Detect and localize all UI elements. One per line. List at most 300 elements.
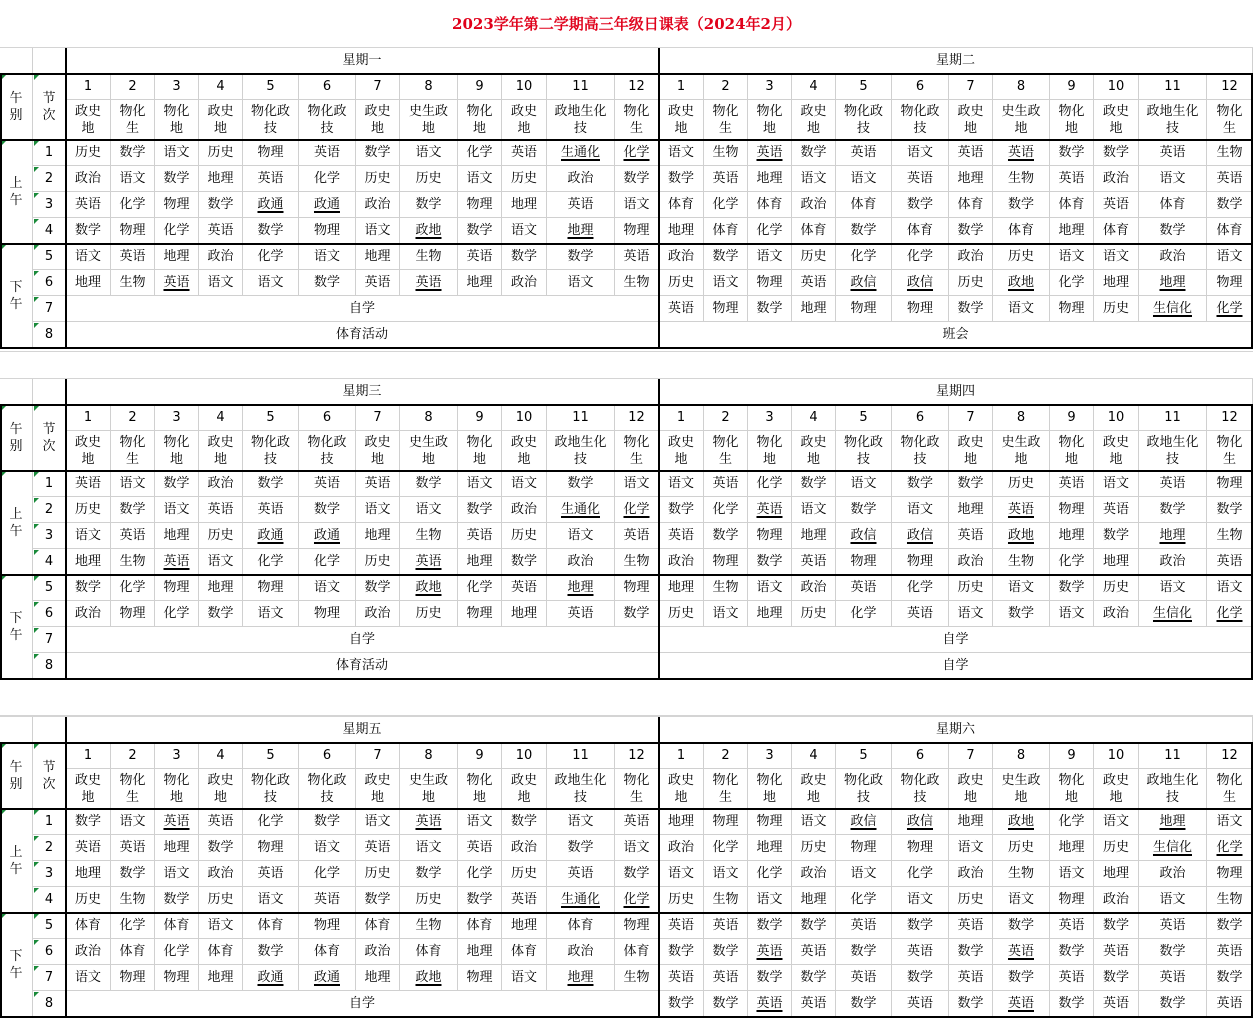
subject-cell: 英语 [243, 861, 299, 887]
subject-cell: 政治 [1139, 549, 1207, 575]
class-number: 5 [836, 74, 892, 100]
subject-cell: 历史 [659, 887, 704, 913]
subject-cell: 语文 [1094, 244, 1139, 270]
subject-cell: 政治 [199, 471, 243, 497]
underlined-subject: 英语 [163, 275, 190, 290]
subject-cell: 地理 [748, 166, 792, 192]
subject-cell: 历史 [792, 601, 836, 627]
subject-cell: 历史 [66, 497, 111, 523]
subject-cell: 数学 [458, 887, 502, 913]
subject-cell: 体育 [243, 913, 299, 939]
subject-cell: 历史 [502, 523, 547, 549]
subject-cell: 体育 [1050, 192, 1094, 218]
subject-cell: 英语 [356, 835, 400, 861]
subject-cell: 化学 [458, 140, 502, 166]
subject-cell: 历史 [66, 140, 111, 166]
subject-cell: 体育 [502, 939, 547, 965]
subject-cell: 地理 [792, 523, 836, 549]
subject-cell: 体育 [458, 913, 502, 939]
border-line [0, 574, 1253, 576]
empty-grid-row [0, 716, 1253, 717]
subject-cell: 历史 [356, 166, 400, 192]
subject-cell: 数学 [659, 166, 704, 192]
subject-cell: 语文 [66, 523, 111, 549]
class-group: 物化政 技 [299, 431, 356, 471]
subject-cell: 数学 [792, 913, 836, 939]
subject-cell: 数学 [1094, 965, 1139, 991]
class-number: 2 [111, 743, 155, 769]
subject-cell: 物理 [155, 575, 199, 601]
subject-cell: 语文 [111, 166, 155, 192]
class-group: 政地生化 技 [1139, 431, 1207, 471]
class-group: 政史 地 [1094, 431, 1139, 471]
subject-cell: 语文 [836, 471, 892, 497]
subject-cell: 语文 [615, 471, 659, 497]
subject-cell: 英语 [1094, 939, 1139, 965]
border-line [0, 243, 1253, 245]
class-number: 2 [111, 74, 155, 100]
period-number: 5 [33, 575, 66, 601]
subject-cell: 数学 [400, 471, 458, 497]
subject-cell: 体育 [155, 913, 199, 939]
underlined-subject: 化学 [1216, 840, 1243, 855]
subject-cell: 生物 [400, 244, 458, 270]
subject-cell: 数学 [111, 861, 155, 887]
subject-cell [547, 140, 615, 166]
subject-cell: 历史 [400, 601, 458, 627]
underlined-subject: 英语 [1007, 944, 1034, 959]
subject-cell: 语文 [949, 835, 993, 861]
class-number: 11 [547, 405, 615, 431]
subject-cell: 数学 [993, 965, 1050, 991]
day-name: 星期五 [66, 717, 659, 743]
class-number: 5 [243, 743, 299, 769]
subject-cell [1139, 270, 1207, 296]
class-group: 物化政 技 [299, 100, 356, 140]
class-number: 7 [356, 405, 400, 431]
class-group: 政史 地 [356, 100, 400, 140]
subject-cell: 数学 [199, 601, 243, 627]
period-number: 4 [33, 549, 66, 575]
subject-cell: 英语 [111, 523, 155, 549]
underlined-subject: 政信 [850, 814, 877, 829]
subject-cell [748, 991, 792, 1017]
subject-cell: 数学 [892, 965, 949, 991]
subject-cell: 化学 [748, 471, 792, 497]
subject-cell: 地理 [458, 270, 502, 296]
period-number: 1 [33, 809, 66, 835]
period-number: 6 [33, 270, 66, 296]
subject-cell: 数学 [949, 939, 993, 965]
merged-activity: 班会 [659, 322, 1253, 348]
subject-cell: 数学 [1207, 913, 1253, 939]
period-number: 4 [33, 887, 66, 913]
subject-cell: 英语 [792, 991, 836, 1017]
subject-cell: 历史 [199, 887, 243, 913]
class-number: 12 [1207, 74, 1253, 100]
subject-cell: 政治 [66, 166, 111, 192]
class-number: 3 [748, 74, 792, 100]
subject-cell: 生物 [400, 913, 458, 939]
underlined-subject: 英语 [163, 554, 190, 569]
subject-cell: 语文 [704, 270, 748, 296]
subject-cell: 数学 [993, 192, 1050, 218]
border-line [658, 48, 660, 348]
underlined-subject: 化学 [623, 145, 650, 160]
subject-cell: 语文 [502, 218, 547, 244]
underlined-subject: 化学 [1216, 606, 1243, 621]
class-number: 2 [704, 405, 748, 431]
subject-cell: 化学 [1050, 549, 1094, 575]
subject-cell: 地理 [458, 549, 502, 575]
subject-cell: 化学 [704, 192, 748, 218]
subject-cell: 语文 [1139, 166, 1207, 192]
subject-cell: 体育 [1139, 192, 1207, 218]
class-group: 政史 地 [199, 769, 243, 809]
subject-cell: 数学 [502, 244, 547, 270]
page-title: 2023学年第二学期高三年级日课表（2024年2月） [0, 0, 1253, 48]
subject-cell: 地理 [502, 601, 547, 627]
subject-cell: 历史 [949, 270, 993, 296]
subject-cell: 英语 [243, 166, 299, 192]
subject-cell [993, 809, 1050, 835]
class-group: 物化 地 [1050, 431, 1094, 471]
subject-cell: 语文 [993, 296, 1050, 322]
subject-cell: 地理 [1050, 218, 1094, 244]
subject-cell: 体育 [356, 913, 400, 939]
subject-cell: 英语 [458, 835, 502, 861]
subject-cell: 语文 [659, 140, 704, 166]
subject-cell: 数学 [704, 244, 748, 270]
class-group: 物化政 技 [892, 769, 949, 809]
subject-cell [892, 523, 949, 549]
subject-cell [993, 939, 1050, 965]
period-number: 1 [33, 140, 66, 166]
subject-cell: 英语 [659, 296, 704, 322]
subject-cell: 政治 [66, 939, 111, 965]
subject-cell [836, 270, 892, 296]
merged-activity: 自学 [659, 627, 1253, 653]
class-number: 4 [792, 743, 836, 769]
subject-cell: 物理 [1050, 296, 1094, 322]
subject-cell: 英语 [1139, 471, 1207, 497]
underlined-subject: 地理 [567, 970, 594, 985]
underlined-subject: 英语 [1007, 145, 1034, 160]
underlined-subject: 英语 [756, 502, 783, 517]
subject-cell: 物理 [748, 809, 792, 835]
subject-cell: 化学 [155, 218, 199, 244]
subject-cell: 生物 [615, 270, 659, 296]
underlined-subject: 政通 [313, 197, 340, 212]
subject-cell: 数学 [155, 471, 199, 497]
subject-cell [299, 523, 356, 549]
subject-cell: 数学 [458, 497, 502, 523]
subject-cell: 数学 [155, 887, 199, 913]
class-group: 物化 地 [458, 100, 502, 140]
subject-cell: 历史 [199, 523, 243, 549]
class-group: 史生政 地 [993, 769, 1050, 809]
afternoon-label: 下 午 [0, 244, 33, 348]
subject-cell: 语文 [356, 218, 400, 244]
subject-cell: 数学 [704, 523, 748, 549]
blank-corner [33, 717, 66, 743]
subject-cell: 体育 [704, 218, 748, 244]
subject-cell: 政治 [199, 244, 243, 270]
underlined-subject: 生信化 [1152, 301, 1192, 316]
underlined-subject: 英语 [163, 814, 190, 829]
subject-cell: 语文 [547, 270, 615, 296]
subject-cell: 化学 [892, 861, 949, 887]
subject-cell: 地理 [1050, 835, 1094, 861]
period-number: 6 [33, 601, 66, 627]
class-group: 政史 地 [502, 100, 547, 140]
subject-cell: 语文 [659, 471, 704, 497]
class-number: 8 [993, 743, 1050, 769]
border-line [65, 379, 67, 679]
subject-cell: 政治 [1139, 861, 1207, 887]
class-group: 政史 地 [659, 769, 704, 809]
subject-cell: 生物 [111, 270, 155, 296]
border-line [0, 139, 1253, 141]
subject-cell [993, 497, 1050, 523]
subject-cell: 英语 [299, 140, 356, 166]
subject-cell: 数学 [356, 575, 400, 601]
subject-cell [400, 809, 458, 835]
subject-cell: 历史 [1094, 296, 1139, 322]
subject-cell: 物理 [458, 965, 502, 991]
subject-cell: 语文 [199, 913, 243, 939]
subject-cell: 语文 [299, 835, 356, 861]
morning-label: 上 午 [0, 809, 33, 913]
subject-cell: 语文 [993, 575, 1050, 601]
subject-cell: 数学 [1094, 140, 1139, 166]
subject-cell: 数学 [949, 218, 993, 244]
subject-cell: 物理 [1207, 861, 1253, 887]
subject-cell: 语文 [1207, 244, 1253, 270]
subject-cell: 数学 [199, 835, 243, 861]
subject-cell [299, 192, 356, 218]
subject-cell: 化学 [748, 218, 792, 244]
day-name: 星期一 [66, 48, 659, 74]
subject-cell: 语文 [356, 809, 400, 835]
subject-cell: 数学 [1139, 497, 1207, 523]
subject-cell: 化学 [1050, 270, 1094, 296]
subject-cell: 英语 [836, 140, 892, 166]
subject-cell: 体育 [892, 218, 949, 244]
subject-cell: 英语 [299, 471, 356, 497]
class-number: 8 [993, 74, 1050, 100]
subject-cell: 数学 [458, 218, 502, 244]
subject-cell: 语文 [659, 861, 704, 887]
subject-cell: 语文 [155, 861, 199, 887]
class-number: 4 [199, 405, 243, 431]
subject-cell: 物理 [458, 192, 502, 218]
subject-cell [892, 270, 949, 296]
subject-cell: 数学 [111, 140, 155, 166]
subject-cell: 数学 [659, 991, 704, 1017]
subject-cell: 地理 [199, 965, 243, 991]
subject-cell: 数学 [1207, 497, 1253, 523]
subject-cell: 数学 [66, 218, 111, 244]
subject-cell: 化学 [111, 575, 155, 601]
subject-cell: 语文 [792, 166, 836, 192]
underlined-subject: 地理 [1159, 528, 1186, 543]
subject-cell: 物理 [1050, 887, 1094, 913]
class-number: 4 [199, 743, 243, 769]
subject-cell: 数学 [111, 497, 155, 523]
subject-cell: 化学 [243, 809, 299, 835]
period-number: 8 [33, 653, 66, 679]
subject-cell: 语文 [502, 471, 547, 497]
class-group: 物化政 技 [243, 100, 299, 140]
class-number: 3 [748, 405, 792, 431]
border-line [0, 470, 1253, 472]
subject-cell: 历史 [659, 270, 704, 296]
subject-cell: 地理 [199, 166, 243, 192]
underlined-subject: 政信 [906, 528, 933, 543]
subject-cell: 政治 [792, 861, 836, 887]
subject-cell: 数学 [615, 601, 659, 627]
class-number: 9 [458, 743, 502, 769]
class-group: 物化 生 [111, 100, 155, 140]
class-number: 1 [659, 743, 704, 769]
class-group: 政史 地 [502, 769, 547, 809]
subject-cell: 英语 [199, 497, 243, 523]
subject-cell: 英语 [66, 192, 111, 218]
subject-cell: 地理 [1094, 549, 1139, 575]
subject-cell: 体育 [949, 192, 993, 218]
class-number: 4 [199, 74, 243, 100]
subject-cell: 语文 [792, 497, 836, 523]
subject-cell: 语文 [792, 809, 836, 835]
class-number: 3 [748, 743, 792, 769]
subject-cell: 语文 [547, 809, 615, 835]
class-group: 物化政 技 [892, 431, 949, 471]
subject-cell: 化学 [748, 861, 792, 887]
subject-cell: 地理 [502, 192, 547, 218]
subject-cell: 英语 [704, 471, 748, 497]
subject-cell: 语文 [356, 497, 400, 523]
subject-cell: 数学 [836, 218, 892, 244]
subject-cell: 语文 [1207, 575, 1253, 601]
subject-cell: 地理 [792, 296, 836, 322]
merged-activity: 自学 [66, 991, 659, 1017]
subject-cell: 地理 [659, 575, 704, 601]
subject-cell: 数学 [836, 497, 892, 523]
subject-cell: 物理 [836, 296, 892, 322]
subject-cell [400, 218, 458, 244]
subject-cell: 数学 [502, 809, 547, 835]
subject-cell [748, 497, 792, 523]
subject-cell: 数学 [502, 549, 547, 575]
class-number: 7 [949, 405, 993, 431]
class-group: 政史 地 [356, 769, 400, 809]
subject-cell: 政治 [949, 549, 993, 575]
subject-cell: 历史 [993, 471, 1050, 497]
subject-cell: 物理 [155, 192, 199, 218]
subject-cell: 语文 [199, 549, 243, 575]
subject-cell: 体育 [299, 939, 356, 965]
class-group: 政地生化 技 [1139, 769, 1207, 809]
subject-cell: 英语 [949, 965, 993, 991]
subject-cell: 化学 [836, 601, 892, 627]
subject-cell: 语文 [1094, 471, 1139, 497]
subject-cell: 语文 [111, 471, 155, 497]
class-group: 政史 地 [1094, 769, 1139, 809]
subject-cell: 数学 [400, 861, 458, 887]
subject-cell: 历史 [949, 887, 993, 913]
half-day-header: 午 别 [0, 743, 33, 809]
border-line [0, 73, 1253, 75]
class-number: 11 [547, 743, 615, 769]
subject-cell: 数学 [1207, 965, 1253, 991]
subject-cell: 语文 [66, 965, 111, 991]
subject-cell: 语文 [66, 244, 111, 270]
subject-cell: 生物 [111, 549, 155, 575]
class-group: 政史 地 [792, 100, 836, 140]
subject-cell: 数学 [299, 497, 356, 523]
subject-cell: 地理 [748, 601, 792, 627]
subject-cell: 数学 [1139, 939, 1207, 965]
subject-cell: 英语 [1207, 549, 1253, 575]
merged-activity: 体育活动 [66, 653, 659, 679]
subject-cell [836, 523, 892, 549]
subject-cell: 生物 [993, 861, 1050, 887]
period-number: 1 [33, 471, 66, 497]
blank-corner [33, 379, 66, 405]
subject-cell: 地理 [356, 965, 400, 991]
half-day-header: 午 别 [0, 405, 33, 471]
subject-cell [836, 809, 892, 835]
subject-cell: 数学 [547, 835, 615, 861]
subject-cell: 地理 [155, 244, 199, 270]
subject-cell [155, 270, 199, 296]
subject-cell: 体育 [1207, 218, 1253, 244]
subject-cell: 数学 [993, 913, 1050, 939]
subject-cell: 政治 [502, 835, 547, 861]
subject-cell: 语文 [243, 887, 299, 913]
class-number: 7 [949, 74, 993, 100]
subject-cell: 数学 [836, 991, 892, 1017]
underlined-subject: 生通化 [560, 892, 600, 907]
class-group: 政地生化 技 [547, 769, 615, 809]
subject-cell: 物理 [243, 835, 299, 861]
class-number: 10 [1094, 74, 1139, 100]
class-group: 物化 地 [748, 769, 792, 809]
subject-cell: 数学 [892, 471, 949, 497]
subject-cell: 英语 [792, 939, 836, 965]
subject-cell: 地理 [155, 835, 199, 861]
subject-cell: 数学 [199, 192, 243, 218]
underlined-subject: 化学 [623, 502, 650, 517]
subject-cell: 历史 [993, 835, 1050, 861]
subject-cell: 英语 [892, 939, 949, 965]
period-number: 8 [33, 322, 66, 348]
class-number: 9 [1050, 74, 1094, 100]
subject-cell: 英语 [502, 887, 547, 913]
merged-activity: 自学 [659, 653, 1253, 679]
subject-cell: 政治 [356, 939, 400, 965]
subject-cell: 地理 [502, 913, 547, 939]
border-line [0, 678, 1253, 680]
subject-cell [547, 887, 615, 913]
subject-cell [1139, 601, 1207, 627]
subject-cell: 物理 [243, 140, 299, 166]
period-number: 3 [33, 523, 66, 549]
subject-cell: 历史 [400, 887, 458, 913]
class-group: 物化 生 [615, 769, 659, 809]
subject-cell: 语文 [704, 601, 748, 627]
